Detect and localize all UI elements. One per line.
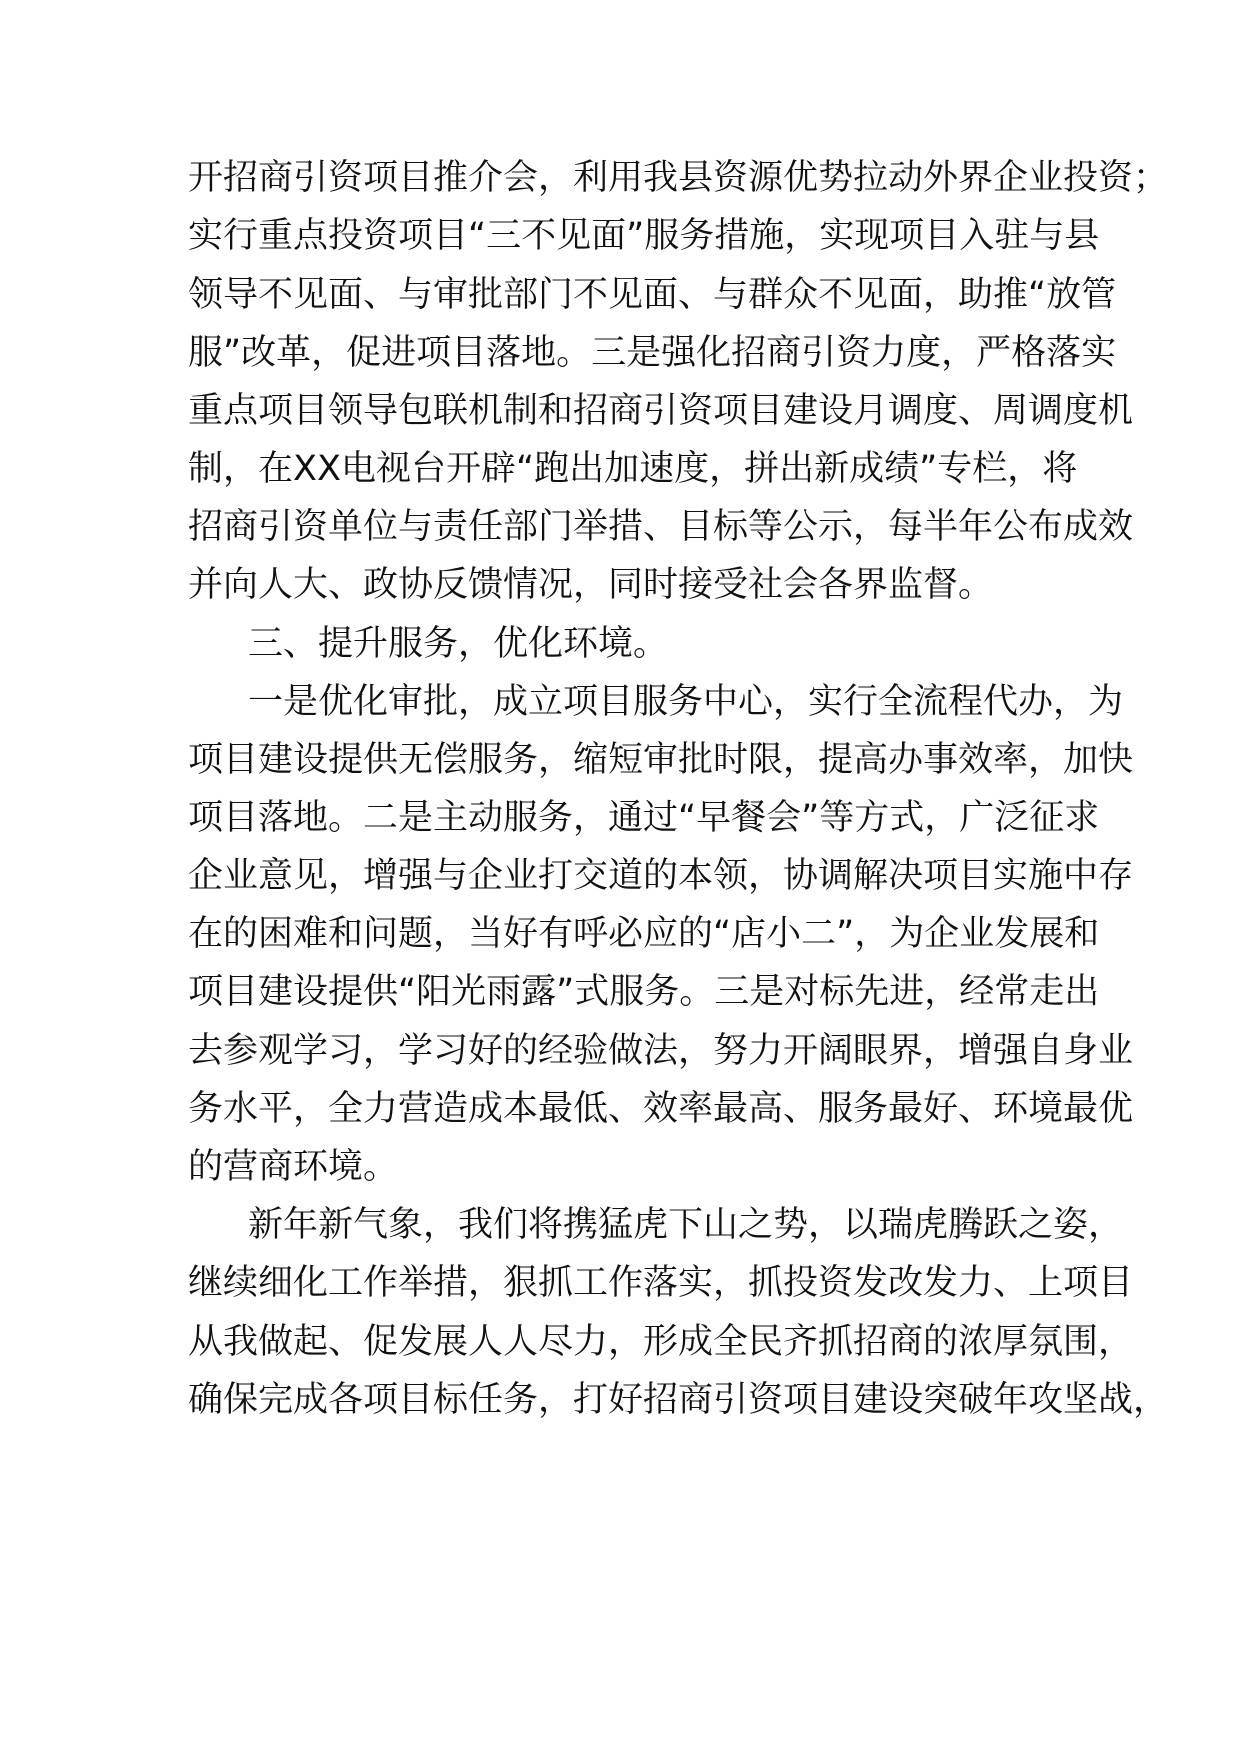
paragraph-line: 去参观学习，学习好的经验做法，努力开阔眼界，增强自身业: [188, 1031, 1134, 1071]
paragraph-line: 项目建设提供无偿服务，缩短审批时限，提高办事效率，加快: [188, 740, 1134, 780]
paragraph-line: 的营商环境。: [188, 1147, 399, 1187]
paragraph-line: 领导不见面、与审批部门不见面、与群众不见面，助推“放管: [188, 275, 1117, 315]
paragraph-line: 招商引资单位与责任部门举措、目标等公示，每半年公布成效: [188, 507, 1134, 547]
section-heading: 三、提升服务，优化环境。: [248, 624, 669, 664]
paragraph-line: 一是优化审批，成立项目服务中心，实行全流程代办，为: [248, 682, 1124, 722]
paragraph-line: 开招商引资项目推介会，利用我县资源优势拉动外界企业投资；: [188, 158, 1169, 198]
paragraph-line: 新年新气象，我们将携猛虎下山之势，以瑞虎腾跃之姿，: [248, 1205, 1124, 1245]
paragraph-line: 继续细化工作举措，狠抓工作落实，抓投资发改发力、上项目: [188, 1263, 1134, 1303]
paragraph-line: 企业意见，增强与企业打交道的本领，协调解决项目实施中存: [188, 856, 1134, 896]
paragraph-line: 务水平，全力营造成本最低、效率最高、服务最好、环境最优: [188, 1089, 1134, 1129]
paragraph-line: 制，在XX电视台开辟“跑出加速度，拼出新成绩”专栏，将: [188, 449, 1078, 489]
paragraph-line: 确保完成各项目标任务，打好招商引资项目建设突破年攻坚战，: [188, 1380, 1169, 1420]
paragraph-line: 从我做起、促发展人人尽力，形成全民齐抓招商的浓厚氛围，: [188, 1322, 1134, 1362]
paragraph-line: 实行重点投资项目“三不见面”服务措施，实现项目入驻与县: [188, 216, 1100, 256]
paragraph-line: 在的困难和问题，当好有呼必应的“店小二”，为企业发展和: [188, 914, 1100, 954]
paragraph-line: 项目建设提供“阳光雨露”式服务。三是对标先进，经常走出: [188, 972, 1100, 1012]
paragraph-line: 项目落地。二是主动服务，通过“早餐会”等方式，广泛征求: [188, 798, 1100, 838]
paragraph-line: 并向人大、政协反馈情况，同时接受社会各界监督。: [188, 565, 994, 605]
paragraph-line: 重点项目领导包联机制和招商引资项目建设月调度、周调度机: [188, 391, 1134, 431]
paragraph-line: 服”改革，促进项目落地。三是强化招商引资力度，严格落实: [188, 333, 1117, 373]
